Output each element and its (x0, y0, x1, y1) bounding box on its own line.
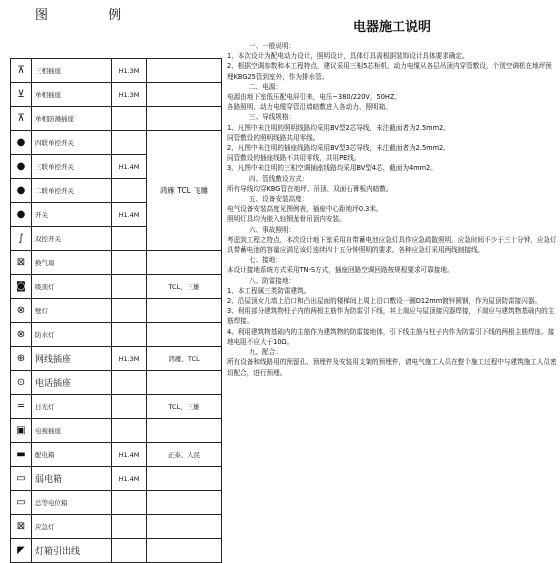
symbol-icon: ▣ (16, 424, 26, 436)
legend-note (147, 371, 222, 395)
legend-height (112, 539, 147, 563)
legend-name: 三联单控开关 (32, 155, 112, 179)
legend-symbol (11, 371, 32, 395)
legend-height: H1.3M (112, 83, 147, 107)
legend-note (147, 323, 222, 347)
symbol-icon: ● (16, 160, 26, 172)
legend-note (147, 467, 222, 491)
legend-note (147, 107, 222, 131)
legend-name: 四联单控开关 (32, 131, 112, 155)
legend-symbol (11, 347, 32, 371)
legend-height (112, 131, 147, 155)
legend-name: 单相插座 (32, 83, 112, 107)
section-heading: 四、管线敷设方式： (249, 174, 309, 183)
legend-row (11, 491, 222, 515)
legend-symbol (11, 179, 32, 203)
legend-symbol (11, 323, 32, 347)
legend-symbol (11, 515, 32, 539)
construction-notes (227, 10, 557, 378)
symbol-icon: ⊗ (16, 304, 26, 316)
legend-name: 配电箱 (32, 443, 112, 467)
legend-brand-note: 鸿雁 TCL 飞雕 (147, 131, 222, 251)
legend-name: 吸顶灯 (32, 275, 112, 299)
legend-name: 换气扇 (32, 251, 112, 275)
legend-height (112, 107, 147, 131)
note-paragraph: 2、凡图中未注明的插座线路均采用BV型3芯导线，未注截面者为2.5mm2。 (227, 144, 450, 153)
symbol-icon: ═ (17, 400, 25, 412)
legend-name: 防水灯 (32, 323, 112, 347)
symbol-icon: ⊻ (17, 88, 25, 100)
legend-table (10, 58, 222, 563)
note-paragraph: 4、利用建筑物基础内的主筋作为建筑物的防雷接地体，引下线主筋与柱子内作为防雷引下线的两根主筋焊连。接地电阻不应大于10Ω。 (227, 327, 555, 346)
legend-row (11, 371, 222, 395)
note-paragraph: 3、利用部分建筑物柱子内的两根主筋作为防雷引下线，其上端应与屋顶接闪器焊接，下端应与建筑物基础内的主筋焊接。 (227, 307, 555, 326)
symbol-icon: ⊗ (16, 328, 26, 340)
symbol-icon: ⊠ (16, 256, 26, 268)
legend-height (112, 275, 147, 299)
note-paragraph: 2、根据空调参数和本工程特点，建议采用三相5芯柜机，动力电缆从各层吊顶内穿管敷设，个别空调机在地坪预埋KBG25管到室外，作为排水管。 (227, 62, 552, 81)
legend-height (112, 251, 147, 275)
note-paragraph: 电气设备安装高度见图例表，插座中心距地坪0.3米。 (227, 205, 383, 214)
note-paragraph: 1、凡图中未注明的照明线路均采用BV型2芯导线，未注截面者为2.5mm2。 (227, 123, 450, 132)
legend-row (11, 251, 222, 275)
legend-height: H1.4M (112, 443, 147, 467)
note-paragraph: 1、本次设计为配电动力设计，照明设计，具体灯具需根据装饰设计具体要求确定。 (227, 52, 469, 61)
legend-name: 弱电箱 (32, 467, 112, 491)
legend-row (11, 515, 222, 539)
note-paragraph: 考虑到工程之特点，本次设计地下室采用自带蓄电池应急灯具作应急疏散照明，应急时间不少于三十分钟，应急灯具带蓄电池的容量应满足该灯连续四十五分钟照明的要求。各种应急灯采用两线制接线。 (227, 235, 557, 255)
legend-height (112, 179, 147, 203)
legend-height: H1.4M (112, 467, 147, 491)
legend-row (11, 467, 222, 491)
legend-row (11, 323, 222, 347)
legend-name: 单相防溅插座 (32, 107, 112, 131)
legend-note (147, 491, 222, 515)
legend-row (11, 275, 222, 299)
legend-height: H1.3M (112, 59, 147, 83)
legend-row (11, 539, 222, 563)
legend-symbol (11, 59, 32, 83)
legend-symbol (11, 275, 32, 299)
note-paragraph: 各路照明、动力电缆穿管沿墙暗敷进入各动力、照明箱。 (227, 103, 392, 112)
symbol-icon: ⊕ (16, 352, 26, 364)
legend-height (112, 299, 147, 323)
legend-symbol (11, 251, 32, 275)
note-paragraph: 1、本工程属三类防雷建筑。 (227, 286, 311, 295)
symbol-icon: ⊠ (16, 520, 26, 532)
legend-name: 应急灯 (32, 515, 112, 539)
note-paragraph: 2、沿屋顶女儿墙上沿口和凸出屋面的楼梯间上周上沿口敷设一圈D12mm镀锌圆钢，作为屋顶防雷接闪器。 (227, 297, 542, 306)
section-heading: 六、事故照明： (249, 225, 296, 234)
note-paragraph: 同管敷设的照明线路共用零线。 (227, 133, 320, 142)
legend-row (11, 131, 222, 155)
legend-row (11, 59, 222, 83)
section-heading: 九、配合： (249, 348, 282, 357)
note-paragraph: 3、凡图中未注明的三相空调插座线路均采用BV型4芯，截面为4mm2。 (227, 164, 437, 173)
note-paragraph: 同管敷设的插座线路不共用零线，共用PE线。 (227, 154, 361, 163)
legend-height (112, 323, 147, 347)
legend-height (112, 515, 147, 539)
legend-row (11, 419, 222, 443)
section-heading: 二、电源： (249, 82, 282, 91)
doc-title: 电器施工说明 (352, 20, 431, 35)
legend-note (147, 251, 222, 275)
legend-height (112, 227, 147, 251)
legend-height (112, 395, 147, 419)
legend-name: 双控开关 (32, 227, 112, 251)
legend-symbol (11, 83, 32, 107)
legend-height (112, 371, 147, 395)
legend-symbol (11, 299, 32, 323)
legend-row (11, 299, 222, 323)
symbol-icon: ● (16, 208, 26, 220)
legend-row (11, 443, 222, 467)
notes-body (227, 41, 557, 378)
legend-row (11, 347, 222, 371)
legend-symbol (11, 203, 32, 227)
legend-name: 灯箱引出线 (32, 539, 112, 563)
symbol-icon: ⊼ (17, 64, 25, 76)
symbol-icon: ● (16, 184, 26, 196)
legend-symbol (11, 227, 32, 251)
legend-note (147, 299, 222, 323)
note-paragraph: 照明灯具均为嵌入轻钢龙骨吊顶内安装。 (227, 215, 346, 224)
legend-note (147, 539, 222, 563)
symbol-icon: ▬ (16, 448, 26, 460)
symbol-icon: ● (16, 136, 26, 148)
legend-note: 正泰、人民 (147, 443, 222, 467)
legend-height: H1.4M (112, 203, 147, 227)
symbol-icon: ◤ (17, 544, 25, 556)
legend-title: 图 例 (35, 8, 150, 23)
symbol-icon: ▭ (16, 472, 26, 484)
legend-note (147, 419, 222, 443)
legend-note: TCL、三雄 (147, 395, 222, 419)
legend-note: 鸿雁、TCL (147, 347, 222, 371)
legend-note (147, 59, 222, 83)
legend-symbol (11, 155, 32, 179)
note-paragraph: 电源由地下室低压配电屏引来，电压~380/220V，50HZ。 (227, 93, 401, 102)
legend-height (112, 419, 147, 443)
legend-name: 二联单控开关 (32, 179, 112, 203)
legend-height: H1.4M (112, 155, 147, 179)
section-heading: 八、防雷接地： (249, 276, 296, 285)
legend-name: 总等电位箱 (32, 491, 112, 515)
symbol-icon: ◙ (16, 280, 26, 292)
legend-note: TCL、三雄 (147, 275, 222, 299)
note-paragraph: 本设计接地系统方式采用TN-S方式，插座回路空调回路按规程要求可靠接地。 (227, 266, 454, 275)
legend-symbol (11, 443, 32, 467)
note-paragraph: 所有导线均穿KBG管在地坪、吊顶、双面石膏板内暗敷。 (227, 184, 393, 193)
legend-height: H1.3M (112, 347, 147, 371)
symbol-icon: ▭ (16, 496, 26, 508)
legend-symbol (11, 539, 32, 563)
symbol-icon: ∫ (18, 232, 24, 244)
legend-symbol (11, 491, 32, 515)
section-heading: 五、设备安装高度： (249, 195, 309, 204)
legend-symbol (11, 419, 32, 443)
legend-name: 开关 (32, 203, 112, 227)
legend-name: 网线插座 (32, 347, 112, 371)
legend-row (11, 83, 222, 107)
legend-name: 电话插座 (32, 371, 112, 395)
section-heading: 三、导线规格： (249, 113, 296, 122)
section-heading: 一、一般说明： (249, 42, 296, 50)
legend-name: 电视插座 (32, 419, 112, 443)
legend-name: 壁灯 (32, 299, 112, 323)
note-paragraph: 所有设备和线路用的预留孔、预埋件及安装用支架的预埋件，请电气施工人员在整个施工过程中与建筑施工人员密切配合，进行预埋。 (227, 358, 557, 377)
legend-height (112, 491, 147, 515)
symbol-icon: ⊼ (17, 112, 25, 124)
legend-note (147, 83, 222, 107)
legend-name: 三相插座 (32, 59, 112, 83)
legend-note (147, 515, 222, 539)
section-heading: 七、接地： (249, 256, 282, 265)
legend-row (11, 395, 222, 419)
symbol-icon: ⊙ (16, 376, 26, 388)
legend-symbol (11, 467, 32, 491)
legend-symbol (11, 107, 32, 131)
legend-name: 日光灯 (32, 395, 112, 419)
legend-row (11, 107, 222, 131)
legend-symbol (11, 395, 32, 419)
legend-symbol (11, 131, 32, 155)
